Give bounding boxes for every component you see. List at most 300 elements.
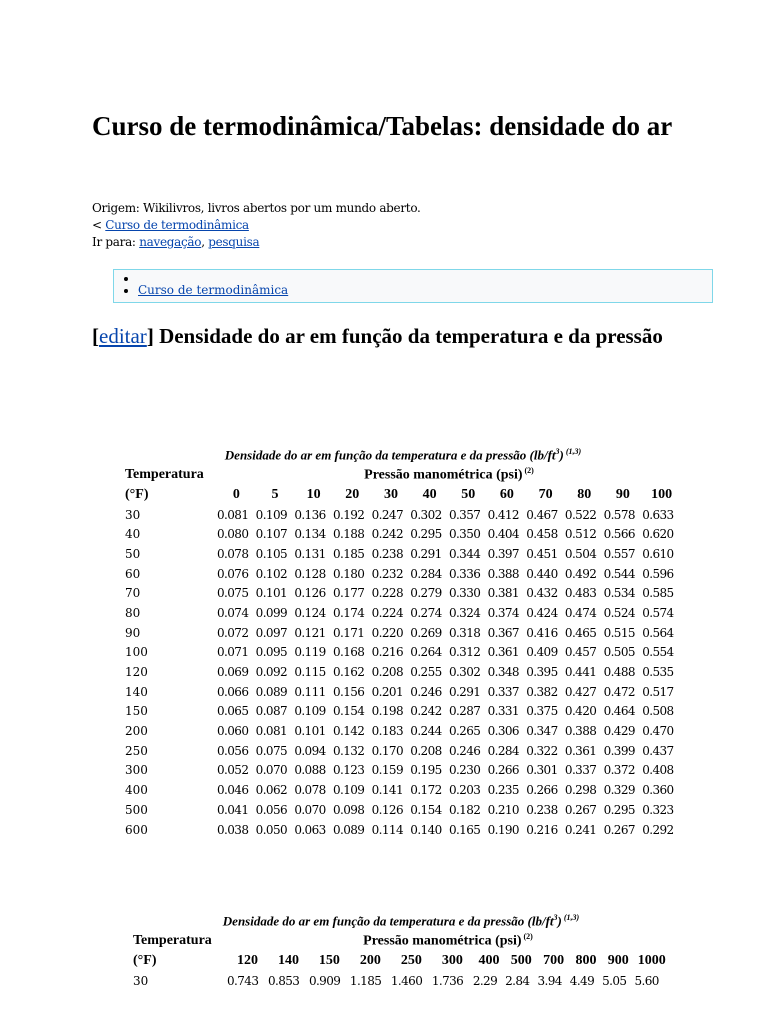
table-row — [125, 603, 681, 623]
density-cell: 0.121 — [294, 625, 326, 640]
density-cell: 0.424 — [526, 605, 558, 620]
table-row — [125, 761, 681, 781]
edit-bracket-open: [ — [92, 324, 99, 348]
density-cell: 0.298 — [564, 783, 597, 798]
density-cell: 0.089 — [332, 822, 365, 837]
density-cell: 0.412 — [487, 507, 519, 522]
density-cell: 0.427 — [564, 684, 597, 699]
density-cell: 0.141 — [371, 783, 403, 798]
density-cell: 0.269 — [410, 625, 442, 640]
density-cell: 0.517 — [642, 684, 674, 699]
density-cell: 0.185 — [332, 546, 365, 561]
density-cell: 0.172 — [410, 783, 442, 798]
density-cell: 0.132 — [332, 743, 365, 758]
density-cell: 0.165 — [448, 822, 481, 837]
density-cell: 0.437 — [642, 743, 674, 758]
pressure-value: 10 — [306, 486, 321, 502]
density-cell: 0.075 — [255, 743, 288, 758]
density-cell: 0.224 — [371, 605, 403, 620]
temperature-cell: 90 — [125, 625, 141, 640]
density-cell: 0.375 — [526, 704, 558, 719]
density-cell: 0.142 — [332, 724, 365, 739]
density-cell: 0.374 — [487, 605, 519, 620]
density-cell: 0.515 — [603, 625, 635, 640]
table-row — [125, 583, 681, 603]
density-cell: 0.416 — [526, 625, 558, 640]
temperature-cell: 200 — [125, 724, 148, 739]
density-cell: 0.534 — [603, 586, 635, 601]
density-cell: 0.089 — [255, 684, 288, 699]
density-cell: 0.208 — [371, 665, 403, 680]
density-cell: 0.180 — [332, 566, 365, 581]
temperature-cell: 70 — [125, 586, 141, 601]
pressure-value: 400 — [478, 952, 500, 968]
density-cell: 5.60 — [634, 973, 659, 988]
density-cell: 0.105 — [255, 546, 288, 561]
density-cell: 0.620 — [642, 527, 674, 542]
density-cell: 0.544 — [603, 566, 635, 581]
density-cell: 0.633 — [642, 507, 674, 522]
breadcrumb-item — [138, 282, 712, 298]
table-row — [125, 662, 681, 682]
breadcrumb-box — [113, 269, 713, 303]
density-cell: 0.078 — [294, 783, 326, 798]
density-cell: 0.440 — [526, 566, 558, 581]
pressure-value: 100 — [651, 486, 673, 502]
density-cell: 0.382 — [526, 684, 558, 699]
temperature-cell: 600 — [125, 822, 148, 837]
page-meta — [92, 200, 421, 251]
density-cell: 0.330 — [448, 586, 481, 601]
pressure-value: 140 — [277, 952, 299, 968]
pressure-value: 40 — [422, 486, 437, 502]
table-row — [125, 682, 681, 702]
caption-close: ) — [557, 913, 562, 929]
density-cell: 3.94 — [537, 973, 562, 988]
temperature-cell: 60 — [125, 566, 141, 581]
density-cell: 0.441 — [564, 665, 597, 680]
density-cell: 0.052 — [217, 763, 249, 778]
density-cell: 5.05 — [602, 973, 627, 988]
density-cell: 0.301 — [526, 763, 558, 778]
density-cell: 0.060 — [217, 724, 249, 739]
edit-bracket-close: ] — [146, 324, 154, 348]
density-cell: 0.295 — [410, 527, 442, 542]
header-row — [133, 931, 669, 951]
table-caption — [133, 913, 669, 931]
caption-exponent: 3 — [555, 447, 560, 456]
density-cell: 0.235 — [487, 783, 519, 798]
density-cell: 0.246 — [448, 743, 481, 758]
density-cell: 0.115 — [294, 665, 326, 680]
temperature-cell: 140 — [125, 684, 148, 699]
density-cell: 0.232 — [371, 566, 403, 581]
pressure-header-text: Pressão manométrica (psi) — [364, 468, 523, 483]
density-cell: 0.242 — [371, 527, 403, 542]
density-cell: 0.361 — [487, 645, 519, 660]
density-cell: 0.136 — [294, 507, 326, 522]
density-cell: 0.291 — [410, 546, 442, 561]
temperature-cell: 500 — [125, 802, 148, 817]
density-cell: 0.107 — [255, 527, 288, 542]
pressure-value: 80 — [577, 486, 592, 502]
density-cell: 0.557 — [603, 546, 635, 561]
back-prefix: < — [92, 218, 106, 232]
density-cell: 0.208 — [410, 743, 442, 758]
density-cell: 0.347 — [526, 724, 558, 739]
density-cell: 0.291 — [448, 684, 481, 699]
density-cell: 0.124 — [294, 605, 326, 620]
caption-note: (1,3) — [561, 913, 580, 922]
density-cell: 0.190 — [487, 822, 519, 837]
density-cell: 0.388 — [564, 724, 597, 739]
header-row — [125, 465, 681, 485]
density-cell: 0.244 — [410, 724, 442, 739]
table-row — [125, 564, 681, 584]
density-cell: 0.081 — [217, 507, 249, 522]
density-cell: 0.743 — [227, 973, 259, 988]
density-cell: 0.255 — [410, 665, 442, 680]
density-cell: 0.076 — [217, 566, 249, 581]
density-cell: 0.246 — [410, 684, 442, 699]
density-cell: 0.056 — [217, 743, 249, 758]
density-cell: 0.154 — [332, 704, 365, 719]
density-cell: 0.198 — [371, 704, 403, 719]
jump-navigation-link[interactable]: navegação — [139, 235, 202, 249]
pressure-header — [217, 465, 681, 485]
density-cell: 0.360 — [642, 783, 674, 798]
pressure-value: 30 — [383, 486, 398, 502]
temperature-header: Temperatura — [133, 933, 212, 949]
density-cell: 0.081 — [255, 724, 288, 739]
density-cell: 0.140 — [410, 822, 442, 837]
pressure-value: 90 — [615, 486, 630, 502]
density-cell: 0.062 — [255, 783, 288, 798]
density-cell: 0.071 — [217, 645, 249, 660]
density-cell: 0.050 — [255, 822, 288, 837]
density-cell: 0.505 — [603, 645, 635, 660]
density-cell: 0.087 — [255, 704, 288, 719]
pressure-value: 0 — [232, 486, 240, 502]
pressure-value: 20 — [345, 486, 360, 502]
pressure-value: 70 — [538, 486, 553, 502]
section-heading-text: Densidade do ar em função da temperatura e da pressão — [153, 324, 663, 348]
density-cell: 1.185 — [349, 973, 382, 988]
density-cell: 0.432 — [526, 586, 558, 601]
density-cell: 0.041 — [217, 802, 249, 817]
pressure-value: 800 — [575, 952, 597, 968]
density-cell: 0.216 — [526, 822, 558, 837]
table-row — [125, 505, 681, 525]
density-cell: 0.564 — [642, 625, 674, 640]
pressure-header-note: (2) — [521, 932, 533, 942]
density-cell: 0.323 — [642, 802, 674, 817]
density-cell: 0.344 — [448, 546, 481, 561]
density-cell: 0.171 — [332, 625, 365, 640]
density-cell: 0.098 — [332, 802, 365, 817]
table-row — [125, 780, 681, 800]
density-cell: 1.736 — [431, 973, 464, 988]
density-cell: 0.329 — [603, 783, 635, 798]
temperature-cell: 40 — [125, 527, 141, 542]
density-cell: 0.292 — [642, 822, 674, 837]
pressure-value: 5 — [271, 486, 279, 502]
density-cell: 0.302 — [410, 507, 442, 522]
density-cell: 2.29 — [472, 973, 498, 988]
density-cell: 0.094 — [294, 743, 326, 758]
density-cell: 0.399 — [603, 743, 635, 758]
density-cell: 0.610 — [642, 546, 674, 561]
temperature-cell: 30 — [125, 507, 141, 522]
density-cell: 0.265 — [448, 724, 481, 739]
temperature-cell: 80 — [125, 605, 141, 620]
density-cell: 0.472 — [603, 684, 635, 699]
pressure-value: 120 — [236, 952, 258, 968]
density-cell: 0.357 — [448, 507, 481, 522]
back-link[interactable]: Curso de termodinâmica — [105, 218, 249, 232]
density-cell: 0.066 — [217, 684, 249, 699]
density-cell: 0.284 — [410, 566, 442, 581]
density-cell: 0.295 — [603, 802, 635, 817]
density-cell: 0.168 — [332, 645, 365, 660]
density-cell: 0.156 — [332, 684, 365, 699]
density-cell: 0.381 — [487, 586, 519, 601]
density-cell: 0.267 — [564, 802, 597, 817]
table-row — [125, 623, 681, 643]
temperature-cell: 300 — [125, 763, 148, 778]
density-cell: 0.395 — [526, 665, 558, 680]
density-cell: 4.49 — [569, 973, 595, 988]
density-cell: 0.238 — [371, 546, 403, 561]
density-cell: 0.101 — [255, 586, 288, 601]
table-row — [125, 643, 681, 663]
density-cell: 0.578 — [603, 507, 635, 522]
density-cell: 0.109 — [332, 783, 365, 798]
density-cell: 0.046 — [217, 783, 249, 798]
density-cell: 0.361 — [564, 743, 597, 758]
pressure-value: 60 — [499, 486, 514, 502]
density-cell: 0.522 — [564, 507, 597, 522]
origin-line: Origem: Wikilivros, livros abertos por um mundo aberto. — [92, 201, 421, 215]
caption-note: (1,3) — [563, 447, 582, 456]
density-cell: 0.070 — [255, 763, 288, 778]
density-cell: 0.267 — [603, 822, 635, 837]
density-cell: 0.210 — [487, 802, 519, 817]
density-cell: 0.404 — [487, 527, 519, 542]
density-cell: 0.470 — [642, 724, 674, 739]
table-row — [125, 721, 681, 741]
density-table-1 — [125, 447, 681, 839]
pressure-value: 700 — [543, 952, 565, 968]
density-cell: 0.080 — [217, 527, 249, 542]
density-cell: 0.350 — [448, 527, 481, 542]
density-cell: 0.585 — [642, 586, 674, 601]
pressure-value: 900 — [607, 952, 629, 968]
edit-link[interactable]: editar — [99, 324, 147, 348]
table-row — [125, 800, 681, 820]
density-cell: 0.909 — [308, 973, 341, 988]
pressure-header-note: (2) — [522, 466, 534, 476]
density-cell: 0.408 — [642, 763, 674, 778]
table-row — [133, 971, 669, 991]
density-cell: 0.128 — [294, 566, 326, 581]
density-cell: 0.174 — [332, 605, 365, 620]
density-cell: 0.302 — [448, 665, 481, 680]
density-cell: 0.097 — [255, 625, 288, 640]
density-cell: 0.504 — [564, 546, 597, 561]
density-cell: 0.203 — [448, 783, 481, 798]
density-cell: 0.228 — [371, 586, 403, 601]
density-cell: 0.457 — [564, 645, 597, 660]
pressure-value: 150 — [318, 952, 340, 968]
density-cell: 0.266 — [526, 783, 558, 798]
density-cell: 0.483 — [564, 586, 597, 601]
density-cell: 0.123 — [332, 763, 365, 778]
density-cell: 0.069 — [217, 665, 249, 680]
section-heading — [92, 322, 749, 350]
pressure-row — [133, 951, 669, 971]
density-cell: 0.056 — [255, 802, 288, 817]
density-cell: 0.492 — [564, 566, 597, 581]
density-cell: 0.287 — [448, 704, 481, 719]
density-cell: 0.070 — [294, 802, 326, 817]
pressure-value: 300 — [441, 952, 463, 968]
density-cell: 0.508 — [642, 704, 674, 719]
density-cell: 0.092 — [255, 665, 288, 680]
density-cell: 0.372 — [603, 763, 635, 778]
density-cell: 0.474 — [564, 605, 597, 620]
density-cell: 0.465 — [564, 625, 597, 640]
density-cell: 0.038 — [217, 822, 249, 837]
density-cell: 0.312 — [448, 645, 481, 660]
jump-prefix: Ir para: — [92, 235, 140, 249]
density-cell: 0.458 — [526, 527, 558, 542]
pressure-value: 250 — [400, 952, 422, 968]
density-cell: 0.264 — [410, 645, 442, 660]
density-cell: 0.324 — [448, 605, 481, 620]
density-cell: 0.337 — [564, 763, 597, 778]
table-row — [125, 702, 681, 722]
density-cell: 0.154 — [410, 802, 442, 817]
density-cell: 0.183 — [371, 724, 403, 739]
temperature-cell: 30 — [133, 973, 149, 988]
density-cell: 0.177 — [332, 586, 365, 601]
table-caption — [125, 447, 681, 465]
density-cell: 0.464 — [603, 704, 635, 719]
breadcrumb-link[interactable]: Curso de termodinâmica — [138, 283, 289, 297]
density-cell: 0.284 — [487, 743, 519, 758]
density-cell: 0.063 — [294, 822, 326, 837]
density-cell: 0.126 — [371, 802, 403, 817]
caption-text: Densidade do ar em função da temperatura e da pressão (lb/ft — [224, 447, 556, 463]
density-cell: 0.535 — [642, 665, 674, 680]
temperature-cell: 120 — [125, 665, 148, 680]
density-cell: 0.429 — [603, 724, 635, 739]
density-cell: 0.367 — [487, 625, 519, 640]
pressure-value: 1000 — [637, 952, 666, 968]
density-cell: 0.467 — [526, 507, 558, 522]
density-cell: 0.512 — [564, 527, 597, 542]
density-cell: 0.554 — [642, 645, 674, 660]
table-row — [125, 544, 681, 564]
density-cell: 0.220 — [371, 625, 403, 640]
density-cell: 0.279 — [410, 586, 442, 601]
density-cell: 0.242 — [410, 704, 442, 719]
density-cell: 0.101 — [294, 724, 326, 739]
caption-exponent: 3 — [553, 913, 558, 922]
density-cell: 0.072 — [217, 625, 249, 640]
density-cell: 0.134 — [294, 527, 326, 542]
density-cell: 0.216 — [371, 645, 403, 660]
density-cell: 0.119 — [294, 645, 326, 660]
density-cell: 0.853 — [267, 973, 300, 988]
density-cell: 0.274 — [410, 605, 442, 620]
density-cell: 0.074 — [217, 605, 249, 620]
density-cell: 0.566 — [603, 527, 635, 542]
density-cell: 0.331 — [487, 704, 519, 719]
unit-header: (°F) — [125, 486, 149, 502]
density-cell: 0.188 — [332, 527, 365, 542]
density-cell: 0.306 — [487, 724, 519, 739]
density-cell: 0.397 — [487, 546, 519, 561]
unit-header: (°F) — [133, 952, 157, 968]
density-cell: 0.230 — [448, 763, 481, 778]
density-cell: 0.322 — [526, 743, 558, 758]
density-cell: 0.131 — [294, 546, 326, 561]
caption-close: ) — [559, 447, 564, 463]
density-cell: 0.162 — [332, 665, 365, 680]
density-cell: 0.337 — [487, 684, 519, 699]
pressure-header-text: Pressão manométrica (psi) — [363, 934, 522, 949]
density-cell: 0.126 — [294, 586, 326, 601]
caption-text: Densidade do ar em função da temperatura e da pressão (lb/ft — [222, 913, 554, 929]
density-cell: 0.102 — [255, 566, 288, 581]
density-cell: 0.488 — [603, 665, 635, 680]
density-table-2 — [133, 913, 669, 990]
pressure-value: 200 — [359, 952, 381, 968]
density-cell: 0.075 — [217, 586, 249, 601]
density-cell: 0.099 — [255, 605, 288, 620]
density-cell: 0.114 — [371, 822, 403, 837]
density-cell: 0.238 — [526, 802, 558, 817]
table-row — [125, 524, 681, 544]
back-line — [92, 217, 421, 234]
jump-search-link[interactable]: pesquisa — [208, 235, 260, 249]
table-row — [125, 820, 681, 840]
page-title: Curso de termodinâmica/Tabelas: densidade do ar — [92, 111, 673, 141]
density-cell: 0.318 — [448, 625, 481, 640]
pressure-value: 500 — [510, 952, 532, 968]
breadcrumb-item-empty — [138, 270, 712, 282]
density-cell: 0.192 — [332, 507, 365, 522]
density-cell: 0.420 — [564, 704, 597, 719]
pressure-header — [227, 931, 669, 951]
jump-line — [92, 234, 421, 251]
density-cell: 1.460 — [390, 973, 423, 988]
density-cell: 0.336 — [448, 566, 481, 581]
density-cell: 0.388 — [487, 566, 519, 581]
density-cell: 0.247 — [371, 507, 403, 522]
density-cell: 0.241 — [564, 822, 597, 837]
density-cell: 0.065 — [217, 704, 249, 719]
density-cell: 0.078 — [217, 546, 249, 561]
density-cell: 0.266 — [487, 763, 519, 778]
temperature-cell: 100 — [125, 645, 148, 660]
density-cell: 0.095 — [255, 645, 288, 660]
density-cell: 2.84 — [505, 973, 530, 988]
density-cell: 0.111 — [294, 684, 326, 699]
temperature-cell: 50 — [125, 546, 141, 561]
